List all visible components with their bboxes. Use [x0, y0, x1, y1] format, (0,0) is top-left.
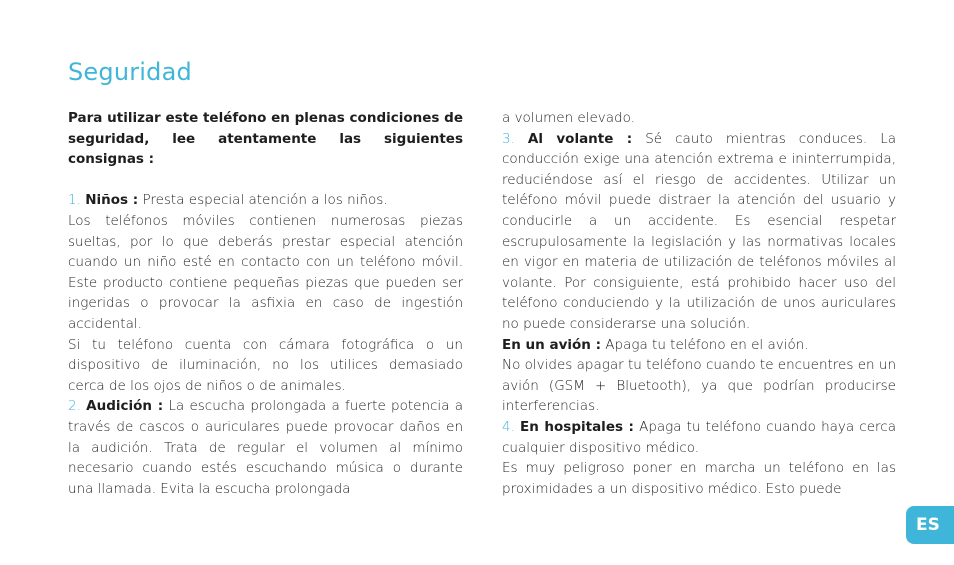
- section-label: En hospitales :: [520, 418, 634, 435]
- section-text: La escucha prolongada a fuerte potencia a través de cascos o auriculares puede provocar daños en la audición. Trata de regular el volumen al mínimo necesario cuando estés escuchando música o durante una llamada. Evita la escucha prolongada: [68, 398, 464, 497]
- section-airplane: [502, 335, 896, 356]
- section-text: Sé cauto mientras conduces. La conducción exige una atención extrema e ininterrumpida, reduciéndose así el riesgo de accidentes. Utilizar un teléfono móvil puede distraer la atención del usuario y conducirle a un accidente. Es esencial respetar escrupulosamente la legislación y las normativas locales en vigor en materia de utilización de teléfonos móviles al volante. Por consiguiente, está prohibido hacer uso del teléfono conduciendo y la utilización de unos auriculares no puede considerarse una solución.: [502, 130, 897, 332]
- paragraph-continuation: a volumen elevado.: [502, 110, 635, 126]
- section-number: 4.: [502, 418, 515, 435]
- language-badge: ES: [906, 506, 954, 544]
- right-column: [502, 108, 896, 499]
- section-number: 2.: [68, 398, 81, 415]
- section-number: 1.: [68, 192, 81, 209]
- section-label: Niños :: [85, 192, 139, 209]
- section-hearing: [68, 396, 463, 499]
- paragraph: Si tu teléfono cuenta con cámara fotográfica o un dispositivo de iluminación, no los utilices demasiado cerca de los ojos de niños o de animales.: [68, 336, 463, 394]
- section-lead-text: Apaga tu teléfono cuando haya cerca cualquier dispositivo médico.: [502, 418, 896, 456]
- section-lead-text: Apaga tu teléfono en el avión.: [605, 336, 809, 353]
- paragraph: Es muy peligroso poner en marcha un teléfono en las proximidades a un dispositivo médico. Esto puede: [502, 460, 896, 497]
- section-hospitals: [502, 417, 896, 458]
- intro-text: Para utilizar este teléfono en plenas condiciones de seguridad, lee atentamente las siguientes consignas :: [68, 110, 463, 168]
- page-title: Seguridad: [68, 58, 192, 86]
- section-lead-text: Presta especial atención a los niños.: [142, 192, 388, 209]
- section-label: En un avión :: [502, 336, 601, 353]
- section-number: 3.: [502, 130, 515, 147]
- section-label: Audición :: [86, 398, 164, 415]
- paragraph: Los teléfonos móviles contienen numerosas piezas sueltas, por lo que deberás prestar especial atención cuando un niño esté en contacto con un teléfono móvil. Este producto contiene pequeñas piezas que pueden ser ingeridas o provocar la asfixia en caso de ingestión accidental.: [68, 212, 463, 332]
- section-children: [68, 190, 463, 211]
- paragraph: No olvides apagar tu teléfono cuando te encuentres en un avión (GSM + Bluetooth), ya que podrían producirse interferencias.: [502, 357, 896, 415]
- section-label: Al volante :: [527, 130, 633, 147]
- left-column: [68, 108, 463, 499]
- section-driving: [502, 129, 896, 335]
